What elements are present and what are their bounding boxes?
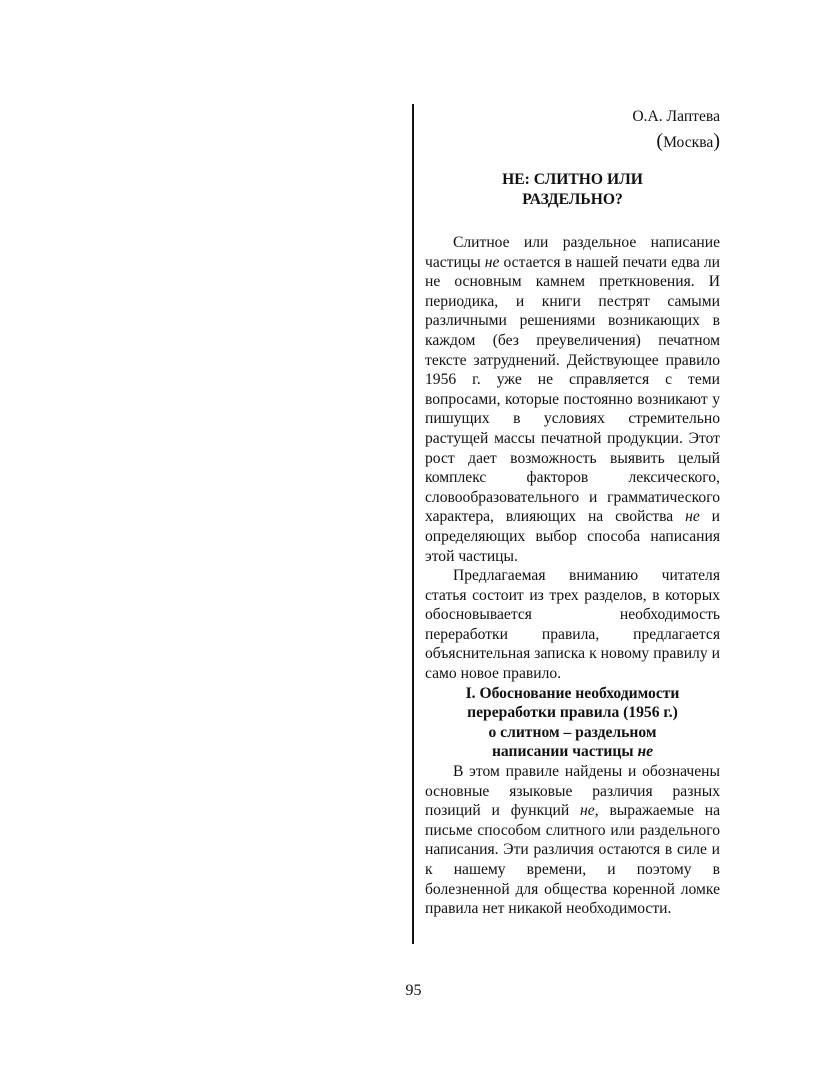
section-heading: [425, 684, 720, 762]
section-heading-line-2: переработки правила (1956 г.): [467, 704, 678, 722]
section-heading-line-4-text: написании частицы: [491, 743, 638, 761]
section-heading-line-1: I. Обоснование необходимости: [465, 684, 680, 702]
article-title: [425, 170, 720, 210]
paragraph-1-text-b: остается в нашей печати едва ли не основным камнем преткновения. И периодика, и книги пестрят самыми различными решениями возникающих в каждом (без преувеличения) печатном тексте затруднений. Действующее правило 1956 г. уже не справляется с теми вопросами, которые постоянно возникают у пишущих в условиях стремительно растущей массы печатной продукции. Этот рост дает возможность выявить целый комплекс факторов лексического, словообразовательного и грамматического характера, влияющих на свойства: [425, 253, 720, 526]
text-column: [425, 106, 720, 919]
page-number: 95: [405, 982, 422, 999]
section-heading-line-4: [425, 742, 720, 762]
paragraph-1-emphasis-a: не: [484, 253, 500, 271]
paragraph-1-emphasis-b: не: [685, 508, 700, 526]
paragraph-2: Предлагаемая вниманию читателя статья состоит из трех разделов, в которых обосновывается необходимость переработки правила, предлагается объяснительная записка к новому правилу и само новое правило.: [425, 567, 720, 683]
author-city: (Москва): [656, 130, 720, 152]
section-heading-line-3: о слитном – раздельном: [488, 723, 657, 741]
paragraph-3-text-b: , выражаемые на письме способом слитного или раздельного написания. Эти различия остаются в силе и к нашему времени, и поэтому в болезненной для общества коренной ломке правила нет никакой необходимости.: [425, 802, 720, 918]
paragraph-1-text-c: и определяющих выбор способа написания этой частицы.: [425, 508, 720, 565]
title-line-2: РАЗДЕЛЬНО?: [522, 191, 623, 208]
vertical-margin-rule: [412, 104, 414, 944]
author-name: О.А. Лаптева: [632, 108, 720, 125]
city-name: Москва: [663, 134, 714, 151]
section-heading-line-4-emphasis: не: [637, 743, 654, 761]
paragraph-1-text-a: Слитное или раздельное написание частицы: [425, 234, 720, 271]
title-line-1: НЕ: СЛИТНО ИЛИ: [502, 171, 643, 188]
paragraph-3-text-a: В этом правиле найдены и обозначены основные языковые различия разных позиций и функций: [425, 763, 720, 820]
paragraph-3: [425, 762, 720, 919]
paragraph-1: [425, 233, 720, 566]
paragraph-3-emphasis: не: [580, 802, 595, 820]
